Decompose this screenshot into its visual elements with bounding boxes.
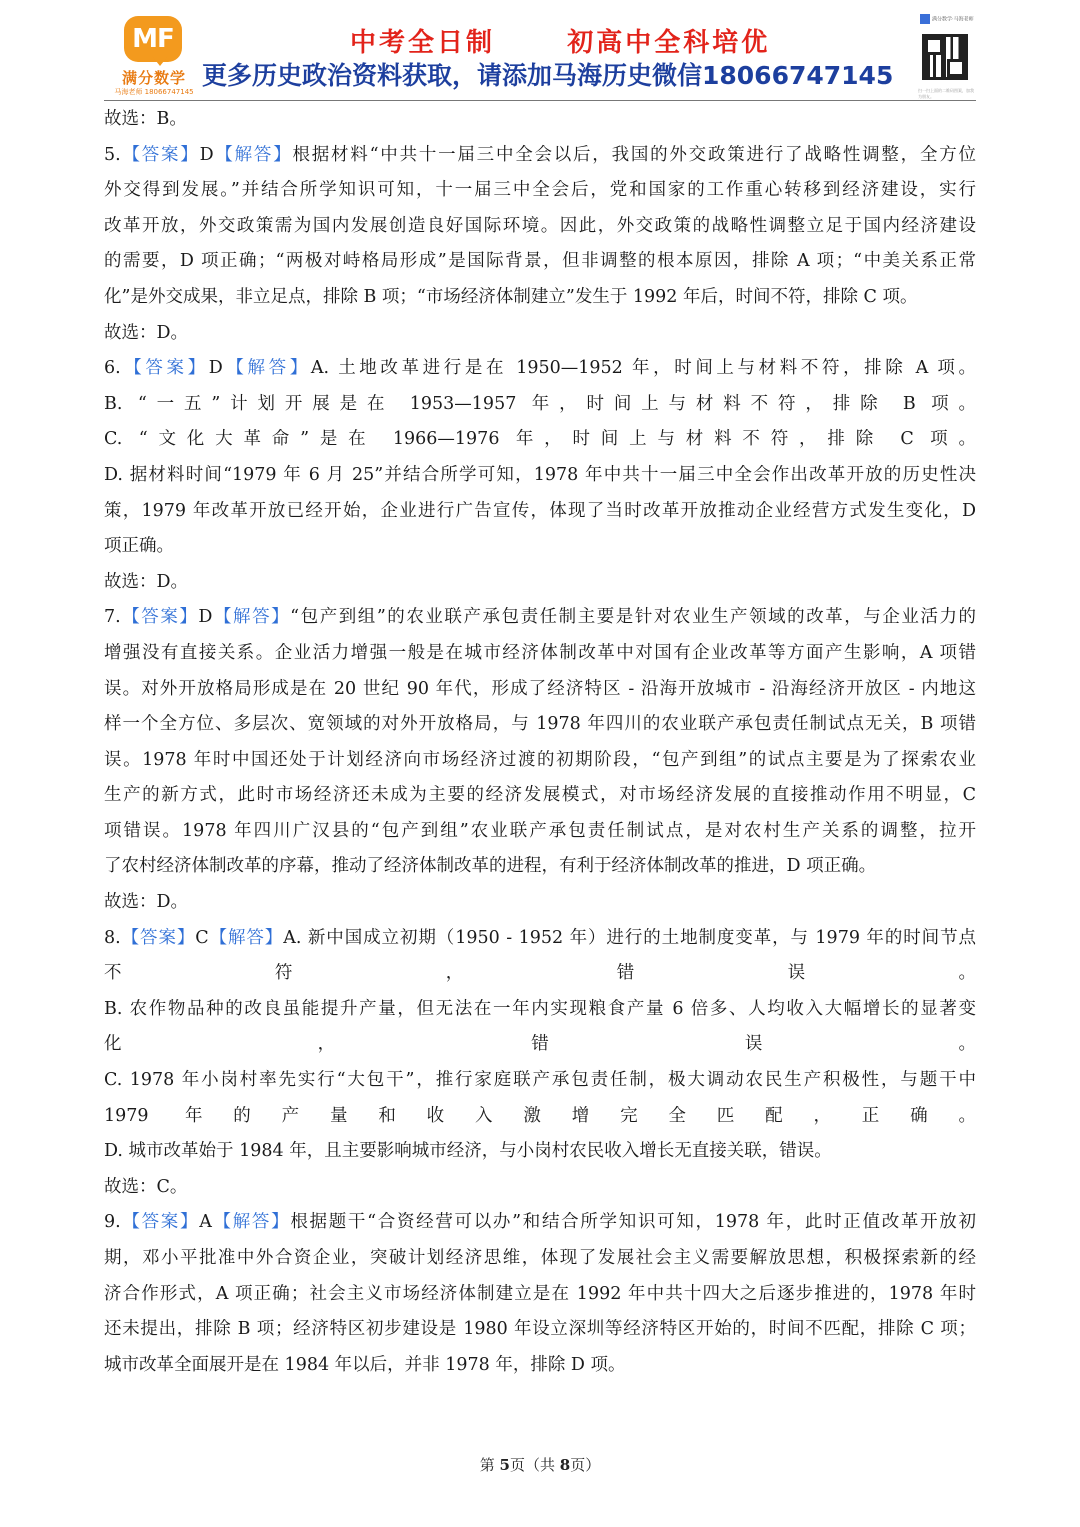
answer-tag: 【答案】 <box>120 144 200 165</box>
line-text: 不符，错误。 <box>104 963 976 984</box>
question-line <box>104 173 976 209</box>
line-text: A. 土地改革进行是在 1950—1952 年，时间上与材料不符，排除 A 项。 <box>310 358 976 379</box>
question-number: 5. <box>104 144 121 165</box>
logo-speech-tail-icon <box>152 56 168 66</box>
conclusion: 故选：C。 <box>104 1176 188 1197</box>
conclusion: 故选：D。 <box>104 571 189 592</box>
answer-letter: D <box>198 607 213 628</box>
question-line <box>104 707 976 743</box>
line-text: 化”是外交成果，非立足点，排除 B 项；“市场经济体制建立”发生于 1992 年后，时间不符，排除 C 项。 <box>104 286 918 307</box>
page-number: 5 <box>499 1456 510 1474</box>
line-text: 生产的新方式，此时市场经济还未成为主要的经济发展模式，对市场经济发展的直接推动作用不明显，C <box>104 785 976 806</box>
question-line <box>104 1099 976 1135</box>
line-text: 还未提出，排除 B 项；经济特区初步建设是 1980 年设立深圳等经济特区开始的，时间不匹配，排除 C 项； <box>104 1319 976 1340</box>
analysis-tag: 【解答】 <box>208 927 284 948</box>
answer-tag: 【答案】 <box>120 607 199 628</box>
question-line <box>104 778 976 814</box>
question-line <box>104 1277 976 1313</box>
answer-letter: D <box>199 144 214 165</box>
question-list <box>104 138 976 1384</box>
question-line <box>104 422 976 458</box>
line-text: 济合作形式，A 项正确；社会主义市场经济体制建立是在 1992 年中共十四大之后逐步推进的，1978 年时 <box>104 1283 976 1304</box>
question-number: 7. <box>104 607 121 628</box>
line-text: 化，错误。 <box>104 1034 976 1055</box>
question-line <box>104 1027 976 1063</box>
page-total: 8 <box>559 1456 571 1474</box>
question-line <box>104 529 976 565</box>
line-text: “包产到组”的农业联产承包责任制主要是针对农业生产领域的改革，与企业活力的 <box>290 607 977 628</box>
question-first-line <box>104 138 976 174</box>
qr-caption: 满分数学·马海老师 <box>920 14 980 26</box>
line-text: 项错误。1978 年四川广汉县的“包产到组”农业联产承包责任制试点，是对农村生产关系的调整，拉开 <box>104 820 976 841</box>
question-line <box>104 849 976 885</box>
line-text: 期，邓小平批准中外合资企业，突破计划经济思维，体现了发展社会主义需要解放思想，积极探索新的经 <box>104 1248 976 1268</box>
answer-letter: A <box>199 1212 212 1233</box>
line-text: 样一个全方位、多层次、宽领域的对外开放格局，与 1978 年四川的农业联产承包责任制试点无关，B 项错 <box>104 714 976 735</box>
line-text: 策，1979 年改革开放已经开始，企业进行广告宣传，体现了当时改革开放推动企业经营方式发生变化，D <box>104 500 976 521</box>
header-title-top: 中考全日制 初高中全科培优 <box>350 28 771 58</box>
question-number: 6. <box>104 358 121 379</box>
answer-letter: D <box>208 358 223 379</box>
logo-name: 满分数学 <box>121 69 186 87</box>
answer-tag: 【答案】 <box>120 927 196 948</box>
question-line <box>104 814 976 850</box>
header-divider <box>104 100 976 101</box>
analysis-tag: 【解答】 <box>211 1212 291 1233</box>
answer-content <box>104 102 976 1383</box>
line-text: 增强没有直接关系。企业活力增强一般是在城市经济体制改革中对国有企业改革等方面产生影响，A 项错 <box>104 642 976 663</box>
line-text: 的需要，D 项正确；“两极对峙格局形成”是国际背景，但非调整的根本原因，排除 A 项；“中美关系正常 <box>104 251 976 272</box>
question-line <box>104 1063 976 1099</box>
question-first-line <box>104 1205 976 1241</box>
question-line <box>104 1241 976 1277</box>
answer-tag: 【答案】 <box>120 358 209 379</box>
line-text: B. 农作物品种的改良虽能提升产量，但无法在一年内实现粮食产量 6 倍多、人均收入大幅增长的显著变 <box>104 998 976 1019</box>
question-line <box>104 458 976 494</box>
line-text: 了农村经济体制改革的序幕，推动了经济体制改革的进程，有利于经济体制改革的推进，D 项正确。 <box>104 856 877 877</box>
question-line <box>104 672 976 708</box>
line-text: 误。对外开放格局形成是在 20 世纪 90 年代，形成了经济特区 - 沿海开放城市 - 沿海经济开放区 - 内地这 <box>104 678 976 699</box>
wechat-avatar-icon <box>920 14 930 24</box>
line-text: 根据题干“合资经营可以办”和结合所学知识可知，1978 年，此时正值改革开放初 <box>290 1212 976 1233</box>
line-text: 误。1978 年时中国还处于计划经济向市场经济过渡的初期阶段，“包产到组”的试点主要是为了探索农业 <box>104 749 976 770</box>
conclusion: 故选：B。 <box>104 109 187 129</box>
question-line <box>104 992 976 1028</box>
question-first-line <box>104 351 976 387</box>
line-text: 根据材料“中共十一届三中全会以后，我国的外交政策进行了战略性调整，全方位 <box>292 144 977 165</box>
conclusion: 故选：D。 <box>104 892 189 913</box>
question-line <box>104 494 976 530</box>
question-number: 8. <box>104 927 121 948</box>
question-line <box>104 244 976 280</box>
conclusion: 故选：D。 <box>104 322 189 343</box>
analysis-tag: 【解答】 <box>213 144 293 165</box>
question-line <box>104 280 976 316</box>
line-text: 城市改革全面展开是在 1984 年以后，并非 1978 年，排除 D 项。 <box>104 1354 626 1375</box>
line-text: 1979 年的产量和收入激增完全匹配，正确。 <box>104 1105 976 1126</box>
header-title-bottom: 更多历史政治资料获取，请添加马海历史微信18066747145 <box>202 61 894 90</box>
question-block <box>104 921 976 1206</box>
question-line <box>104 1348 976 1384</box>
line-text: B. “一五”计划开展是在 1953—1957 年，时间上与材料不符，排除 B 项。 <box>104 393 976 414</box>
question-first-line <box>104 600 976 636</box>
line-text: D. 城市改革始于 1984 年，且主要影响城市经济，与小岗村农民收入增长无直接关联，错误。 <box>104 1141 832 1162</box>
line-text: A. 新中国成立初期（1950 - 1952 年）进行的土地制度变革，与 1979 年的时间节点 <box>283 927 976 948</box>
brand-logo <box>112 14 196 100</box>
question-line <box>104 743 976 779</box>
line-text: C. 1978 年小岗村率先实行“大包干”，推行家庭联产承包责任制，极大调动农民生产积极性，与题干中 <box>104 1070 976 1091</box>
question-number: 9. <box>104 1212 121 1233</box>
line-text: 改革开放，外交政策需为国内发展创造良好国际环境。因此，外交政策的战略性调整立足于国内经济建设 <box>104 215 976 236</box>
question-block <box>104 138 976 352</box>
analysis-tag: 【解答】 <box>222 358 311 379</box>
question-line <box>104 1134 976 1170</box>
answer-tag: 【答案】 <box>120 1212 200 1233</box>
question-line <box>104 636 976 672</box>
question-line <box>104 209 976 245</box>
qr-code-icon <box>922 34 968 80</box>
line-text: C. “文化大革命”是在 1966—1976 年，时间上与材料不符，排除 C 项。 <box>104 429 976 450</box>
answer-letter: C <box>195 927 209 948</box>
question-block <box>104 351 976 600</box>
line-text: 外交得到发展。”并结合所学知识可知，十一届三中全会后，党和国家的工作重心转移到经济建设，实行 <box>104 180 976 201</box>
question-line <box>104 956 976 992</box>
page-header <box>104 12 976 100</box>
page-footer: 第 5页（共 8页） <box>479 1456 601 1474</box>
qr-foot-text: 扫一扫上面的二维码图案，加我为朋友。 <box>918 88 974 99</box>
line-text: 项正确。 <box>104 536 174 557</box>
logo-subtitle: 马海老师 18066747145 <box>114 88 194 96</box>
question-line <box>104 1312 976 1348</box>
logo-badge: MF <box>124 16 182 62</box>
question-first-line <box>104 921 976 957</box>
line-text: D. 据材料时间“1979 年 6 月 25”并结合所学可知，1978 年中共十一届三中全会作出改革开放的历史性决 <box>104 464 976 485</box>
question-block <box>104 600 976 920</box>
question-block <box>104 1205 976 1383</box>
analysis-tag: 【解答】 <box>212 607 291 628</box>
question-line <box>104 387 976 423</box>
